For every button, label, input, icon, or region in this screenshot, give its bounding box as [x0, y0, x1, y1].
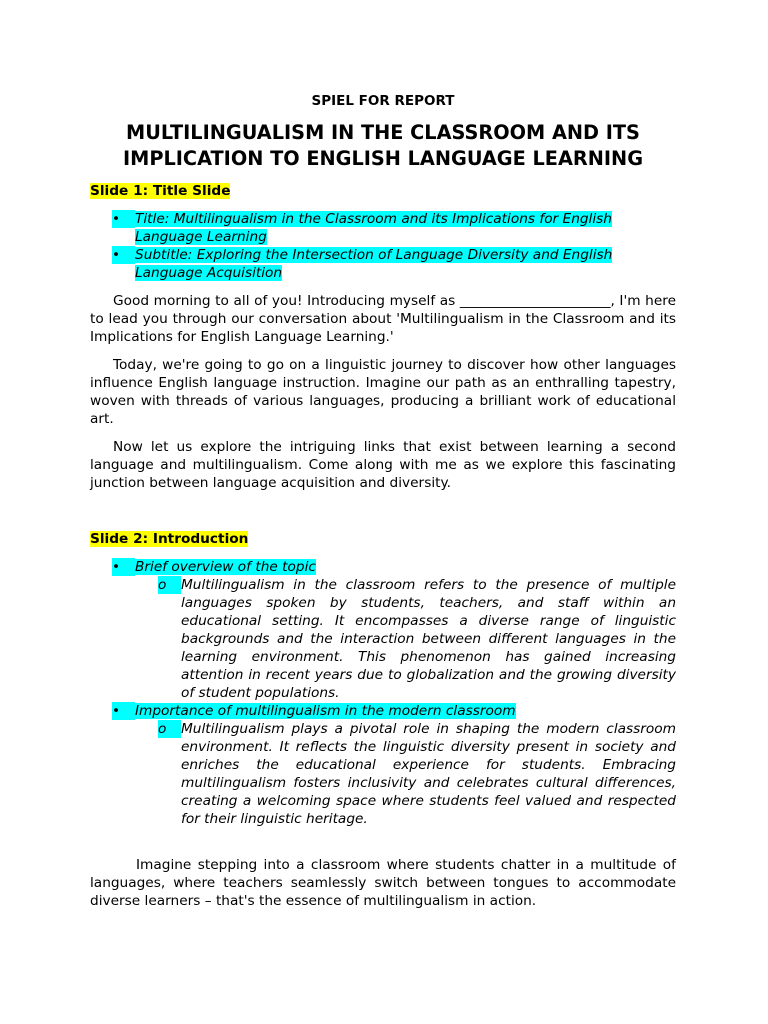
bullet-mark: •: [112, 558, 135, 576]
slide1-heading: Slide 1: Title Slide: [90, 183, 231, 199]
slide2-heading: Slide 2: Introduction: [90, 531, 249, 547]
closing-paragraph: Imagine stepping into a classroom where students chatter in a multitude of languages, where teachers seamlessly switch between tongues to accommodate diverse learners – that's the essence of multilingualism in action.: [90, 857, 676, 909]
spiel-label: SPIEL FOR REPORT: [311, 93, 455, 109]
overview-detail: Multilingualism in the classroom refers to the presence of multiple languages spoken by students, teachers, and staff within an educational setting. It encompasses a diverse range of linguistic backgrounds and the interaction between different languages in the learning environment. This phenomenon has gained increasing attention in recent years due to globalization and the growing diversity of student populations.: [181, 577, 676, 701]
sub-bullet-mark: o: [158, 576, 181, 594]
explore-paragraph: Now let us explore the intriguing links that exist between learning a second language and multilingualism. Come along with me as we explore this fascinating junction between language acquisition and diversity.: [90, 439, 676, 491]
journey-paragraph: Today, we're going to go on a linguistic journey to discover how other languages influence English language instruction. Imagine our path as an enthralling tapestry, woven with threads of various languages, producing a brilliant work of educational art.: [90, 357, 676, 427]
sub-bullet-mark: o: [158, 720, 181, 738]
bullet-mark: •: [112, 702, 135, 720]
intro-paragraph: Good morning to all of you! Introducing myself as ______________________, I'm here to lead you through our conversation about 'Multilingualism in the Classroom and its Implications for English Language Learning.': [90, 293, 676, 345]
document-title: MULTILINGUALISM IN THE CLASSROOM AND ITS IMPLICATION TO ENGLISH LANGUAGE LEARNING: [122, 121, 644, 170]
bullet-mark: •: [112, 246, 135, 264]
importance-detail: Multilingualism plays a pivotal role in shaping the modern classroom environment. It reflects the linguistic diversity present in society and enriches the educational experience for students. Embracing multilingualism fosters inclusivity and celebrates cultural differences, creating a welcoming space where students feel valued and respected for their linguistic heritage.: [181, 721, 676, 827]
bullet-mark: •: [112, 210, 135, 228]
